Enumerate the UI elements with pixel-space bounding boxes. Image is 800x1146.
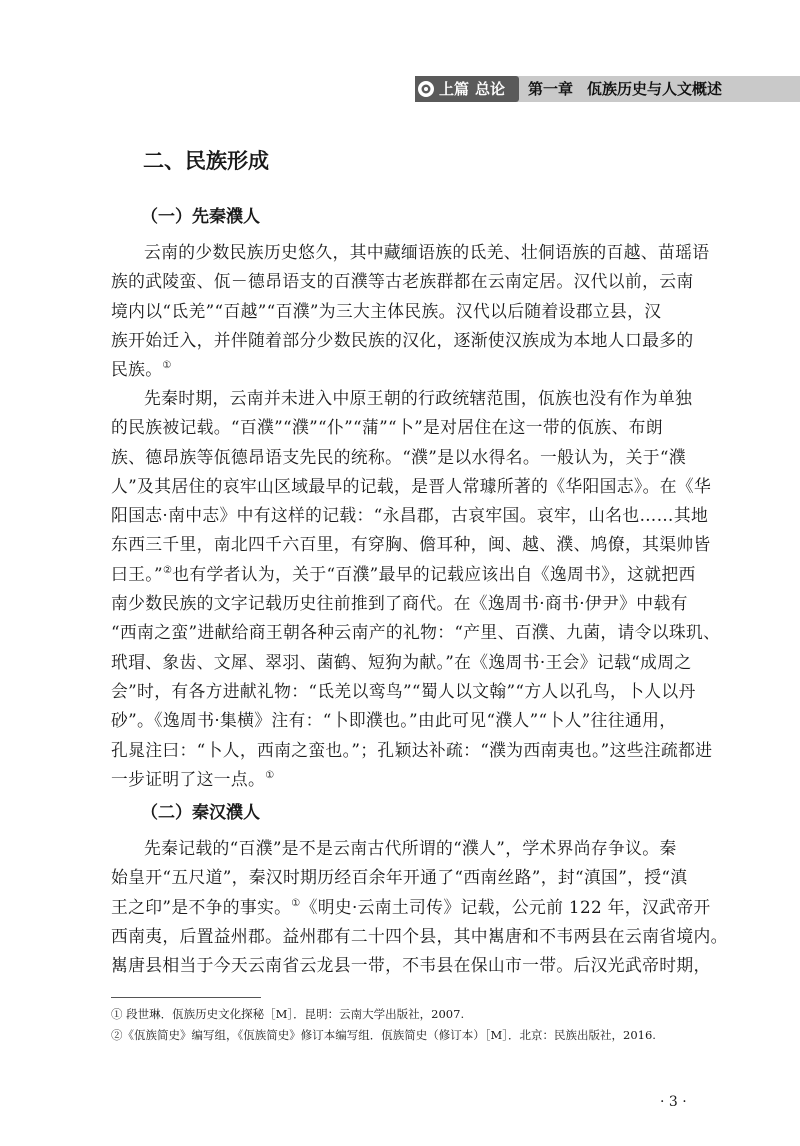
paragraph-line: 砂”。《逸周书·集横》注有：“卜即濮也。”由此可见“濮人”“卜人”往往通用， [111, 710, 677, 731]
footnote-divider [111, 997, 261, 998]
paragraph-line: 东西三千里，南北四千六百里，有穿胸、儋耳种，闽、越、濮、鸠僚，其渠帅皆 [111, 534, 711, 555]
footnote-1: ① 段世琳．佤族历史文化探秘［M］．昆明：云南大学出版社，2007. [111, 1007, 465, 1021]
paragraph-line: 云南的少数民族历史悠久，其中藏缅语族的氐羌、壮侗语族的百越、苗瑶语 [144, 242, 710, 262]
paragraph-line [111, 893, 711, 922]
paragraph-2 [111, 384, 721, 794]
paragraph-line: 始皇开“五尺道”，秦汉时期历经百余年开通了“西南丝路”，封“滇国”，授“滇 [111, 867, 688, 888]
footnote-mark: ② [162, 564, 173, 576]
paragraph-line [111, 765, 697, 794]
paragraph-line: 孔晁注曰：“卜人，西南之蛮也。”；孔颖达补疏：“濮为西南夷也。”这些注疏都进 [111, 739, 713, 760]
paragraph-line: 玳瑁、象齿、文犀、翠羽、菌鹤、短狗为献。”在《逸周书·王会》记载“成周之 [111, 651, 692, 672]
paragraph-line: 西南夷，后置益州郡。益州郡有二十四个县，其中嶲唐和不韦两县在云南省境内。 [111, 925, 728, 946]
paragraph-line: “西南之蛮”进献给商王朝各种云南产的礼物：“产里、百濮、九菌，请令以珠玑、 [111, 622, 721, 643]
section-title: 二、民族形成 [143, 149, 269, 173]
header-part-label: 上篇 [439, 80, 470, 98]
footnote-mark: ① [162, 360, 172, 372]
paragraph-line-text: 一步证明了这一点。 [111, 768, 266, 789]
paragraph-line [111, 560, 697, 589]
subsection-title-1: （一）先秦濮人 [141, 207, 260, 227]
paragraph-line: 先秦记载的“百濮”是不是云南古代所谓的“濮人”，学术界尚存争议。秦 [144, 838, 677, 858]
paragraph-line: 阳国志·南中志》中有这样的记载：“永昌郡，古哀牢国。哀牢，山名也……其地 [111, 505, 709, 526]
header-chapter-title: 佤族历史与人文概述 [587, 80, 723, 98]
book-ornament-icon [416, 78, 436, 100]
running-header-part [439, 79, 505, 99]
paragraph-line: 族开始迁入，并伴随着部分少数民族的汉化，逐渐使汉族成为本地人口最多的 [111, 329, 694, 350]
paragraph-3 [111, 834, 728, 980]
paragraph-1 [111, 238, 710, 384]
page-number: · 3 · [660, 1094, 687, 1110]
paragraph-line-text: 民族。 [111, 359, 163, 380]
footnote-mark: ① [265, 769, 275, 781]
paragraph-line: 境内以“氐羌”“百越”“百濮”为三大主体民族。汉代以后随着设郡立县，汉 [111, 300, 662, 321]
paragraph-line: 会”时，有各方进献礼物：“氐羌以鸾鸟”“蜀人以文翰”“方人以孔鸟，卜人以丹 [111, 680, 696, 701]
paragraph-line-text: 也有学者认为，关于“百濮”最早的记载应该出自《逸周书》，这就把西 [172, 563, 696, 584]
paragraph-line: 族、德昂族等佤德昂语支先民的统称。“濮”是以水得名。一般认为，关于“濮 [111, 446, 686, 467]
paragraph-line-text: 王之印”是不争的事实。 [111, 896, 292, 917]
header-chapter-label: 第一章 [528, 80, 574, 98]
header-part-title: 总论 [475, 80, 506, 98]
paragraph-line: 的民族被记载。“百濮”“濮”“仆”“蒲”“卜”是对居住在这一带的佤族、布朗 [111, 417, 663, 438]
paragraph-line: 南少数民族的文字记载历史往前推到了商代。在《逸周书·商书·伊尹》中载有 [111, 593, 688, 614]
paragraph-line: 族的武陵蛮、佤－德昂语支的百濮等古老族群都在云南定居。汉代以前，云南 [111, 271, 694, 292]
footnote-mark: ① [291, 897, 301, 909]
running-header-chapter [528, 79, 722, 99]
paragraph-line: 人”及其居住的哀牢山区域最早的记载，是晋人常璩所著的《华阳国志》。在《华 [111, 475, 712, 496]
paragraph-line-text: 曰王。” [111, 563, 163, 584]
subsection-title-2: （二）秦汉濮人 [141, 803, 260, 823]
paragraph-line: 嶲唐县相当于今天云南省云龙县一带，不韦县在保山市一带。后汉光武帝时期， [111, 955, 711, 976]
paragraph-line: 先秦时期，云南并未进入中原王朝的行政统辖范围，佤族也没有作为单独 [144, 388, 693, 408]
paragraph-line-text: 《明史·云南土司传》记载，公元前 122 年，汉武帝开 [300, 896, 711, 917]
footnote-2: ②《佤族简史》编写组，《佤族简史》修订本编写组．佤族简史（修订本）［M］．北京：民族出版社，2016. [111, 1028, 656, 1042]
paragraph-line [111, 355, 697, 384]
